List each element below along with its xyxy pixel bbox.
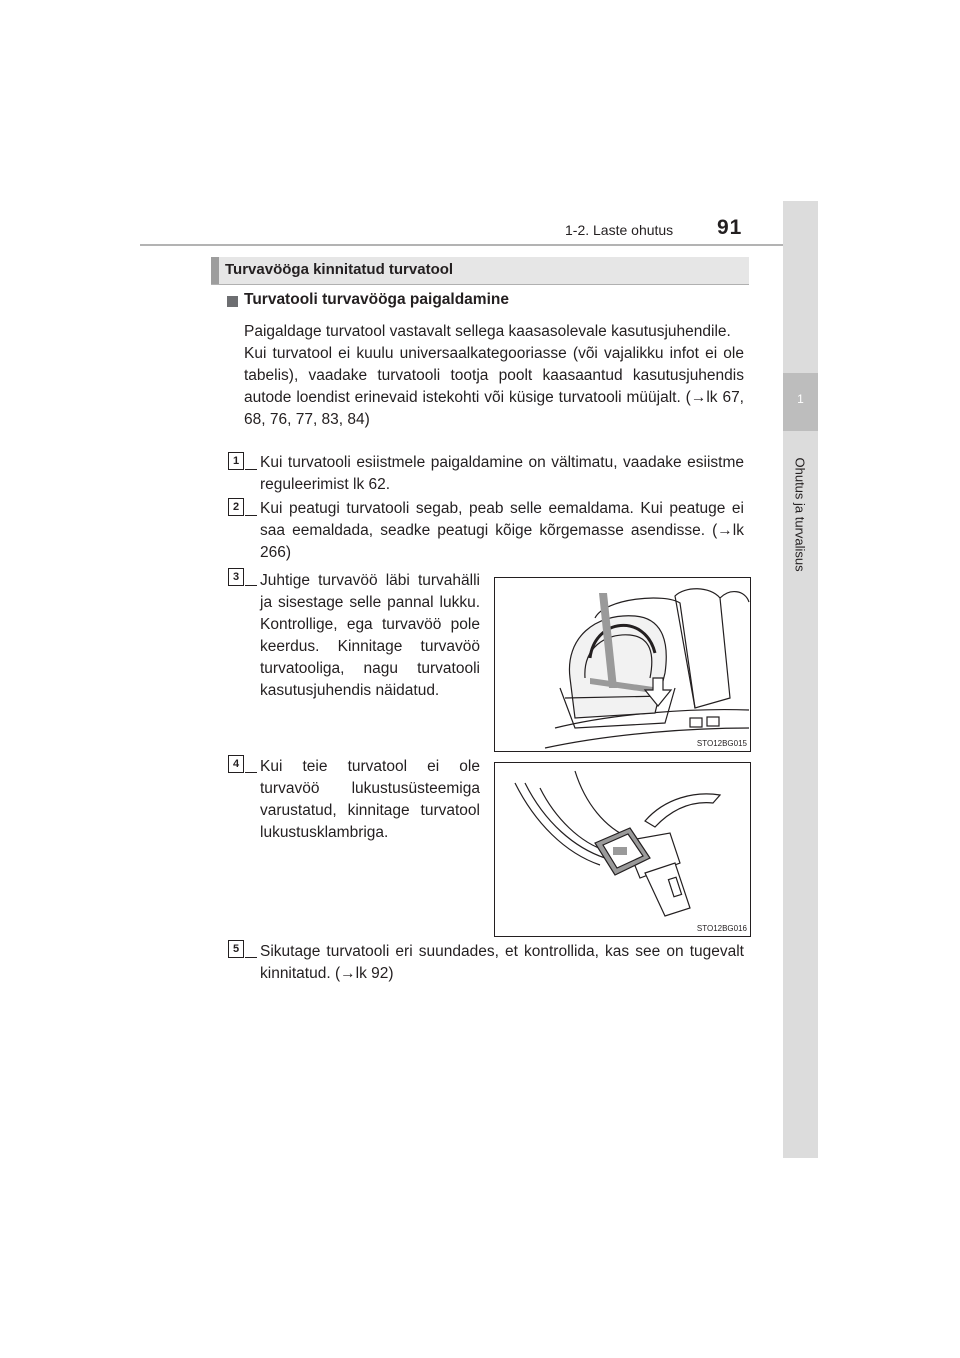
figure-code: STO12BG016 [696,924,747,933]
intro-paragraph [244,321,744,431]
square-bullet-icon [227,296,238,307]
subheading: Turvatooli turvavööga paigaldamine [244,291,509,308]
step-5-text: Sikutage turvatooli eri suundades, et kontrollida, kas see on tugevalt kinnitatud. (→lk 92) [260,943,744,982]
step-badge-rule [245,585,257,586]
step-2-text: Kui peatugi turvatooli segab, peab selle eemaldama. Kui peatuge ei saa eemaldada, seadke peatugi kõige kõrgemasse asendisse. (→lk 266) [260,500,744,561]
step-3-text: Juhtige turvavöö läbi turvahälli ja sisestage selle pannal lukku. Kontrollige, ega turvavöö pole keerdus. Kinnitage turvavöö turvatooliga, nagu turvatooli kasutusjuhendis näidatud. [260,572,480,699]
step-number-badge: 3 [228,568,244,586]
step-badge-rule [245,957,257,958]
chapter-side-tab [783,201,818,1158]
section-heading: Turvavööga kinnitatud turvatool [225,261,454,278]
step-number-badge: 2 [228,498,244,516]
intro-text [244,321,744,431]
intro-line: Kui turvatool ei kuulu universaalkategooriasse (või vajalikku infot ei ole tabelis), vaadake turvatooli tootja poolt kaasaantud kasutusjuhendis autode loendist erinevaid istekohti või küsige turvatooli müüjalt. (→lk 67, 68, 76, 77, 83, 84) [244,345,744,428]
section-heading-underline [211,284,749,285]
step-badge-rule [245,515,257,516]
section-label: 1-2. Laste ohutus [565,222,674,238]
step-badge-rule [245,469,257,470]
chapter-title: Ohutus ja turvalisus [792,457,808,572]
figure-code: STO12BG015 [696,739,747,748]
step-4-text: Kui teie turvatool ei ole turvavöö lukustusüsteemiga varustatud, kinnitage turvatool lukustusklambriga. [260,758,480,841]
locking-clip-figure [494,762,751,937]
intro-line: Paigaldage turvatool vastavalt sellega kaasasolevale kasutusjuhendile. [244,323,731,340]
step-1-text: Kui turvatooli esiistmele paigaldamine on vältimatu, vaadake esiistme reguleerimist lk 62. [260,454,744,493]
step-badge-rule [245,772,257,773]
step-number-badge: 5 [228,940,244,958]
page-number: 91 [717,216,743,239]
section-heading-accent [211,257,219,284]
chapter-number: 1 [797,392,804,406]
header-rule [140,244,818,246]
step-number-badge: 1 [228,452,244,470]
step-number-badge: 4 [228,755,244,773]
child-seat-installation-figure [494,577,751,752]
